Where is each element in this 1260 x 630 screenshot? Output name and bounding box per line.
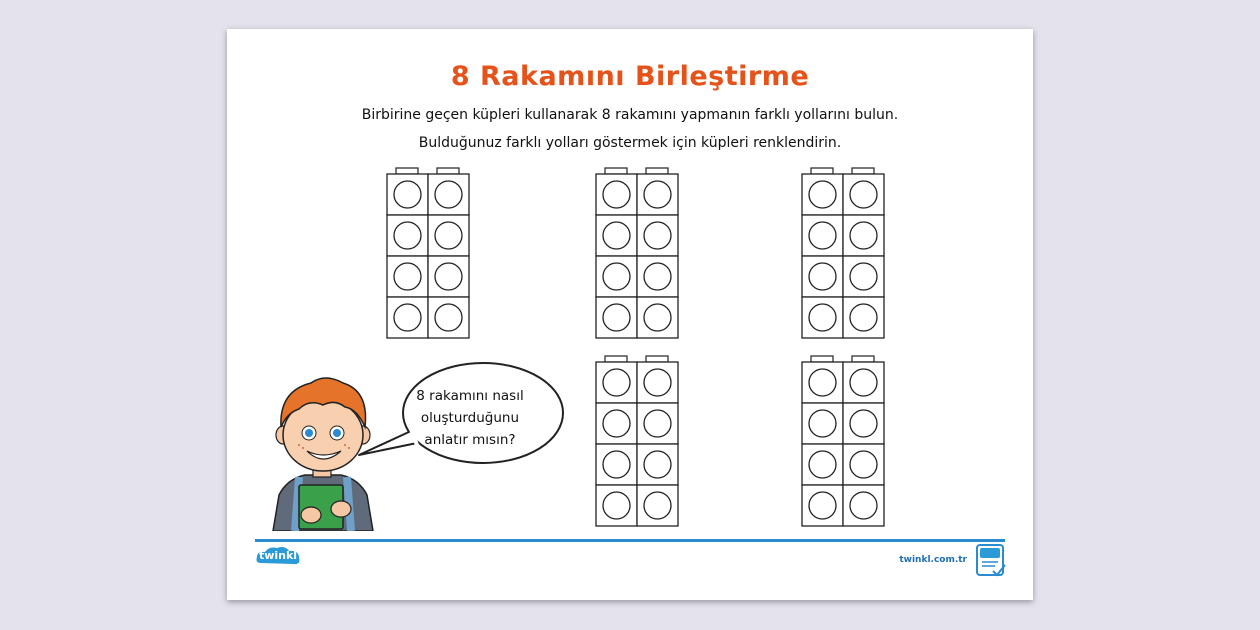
- cube-circle: [435, 222, 462, 249]
- cube-tower-svg: [595, 167, 679, 339]
- cube-circle: [644, 304, 671, 331]
- cube-circle: [603, 222, 630, 249]
- cube-connector-tab: [811, 356, 833, 362]
- cube-connector-tab: [852, 168, 874, 174]
- cube-connector-tab: [605, 356, 627, 362]
- cube-circle: [603, 492, 630, 519]
- cube-circle: [603, 410, 630, 437]
- cube-circle: [809, 304, 836, 331]
- cube-connector-tab: [852, 356, 874, 362]
- cube-circle: [644, 369, 671, 396]
- cube-circle: [394, 263, 421, 290]
- cube-connector-tab: [605, 168, 627, 174]
- cube-circle: [850, 263, 877, 290]
- cube-circle: [603, 369, 630, 396]
- cube-circle: [644, 222, 671, 249]
- cube-circle: [809, 492, 836, 519]
- logo-text: twinkl: [258, 549, 298, 562]
- cube-circle: [394, 222, 421, 249]
- cube-circle: [850, 451, 877, 478]
- cube-circle: [850, 304, 877, 331]
- cube-tower-5[interactable]: [801, 355, 887, 527]
- cube-connector-tab: [811, 168, 833, 174]
- instruction-line-1: Birbirine geçen küpleri kullanarak 8 rakamını yapmanın farklı yollarını bulun.: [361, 107, 899, 123]
- cube-circle: [603, 263, 630, 290]
- cube-circle: [644, 492, 671, 519]
- cube-circle: [603, 451, 630, 478]
- cube-circle: [394, 181, 421, 208]
- cube-connector-tab: [646, 168, 668, 174]
- cube-circle: [809, 181, 836, 208]
- cube-tower-svg: [386, 167, 470, 339]
- speech-bubble-text: [395, 385, 545, 451]
- cube-circle: [850, 410, 877, 437]
- cube-circle: [850, 222, 877, 249]
- twinkl-logo[interactable]: [255, 545, 301, 567]
- cube-tower-svg: [801, 167, 885, 339]
- cube-circle: [850, 369, 877, 396]
- footer-divider: [255, 539, 1005, 542]
- worksheet-page: [227, 29, 1033, 600]
- cube-tower-1[interactable]: [386, 167, 472, 339]
- cube-circle: [435, 263, 462, 290]
- cube-circle: [809, 451, 836, 478]
- cube-circle: [644, 451, 671, 478]
- cube-circle: [435, 304, 462, 331]
- speech-line-2: oluşturduğunu: [420, 410, 520, 426]
- cube-circle: [809, 263, 836, 290]
- cube-circle: [850, 181, 877, 208]
- cube-connector-tab: [396, 168, 418, 174]
- cube-circle: [644, 410, 671, 437]
- footer-url[interactable]: twinkl.com.tr: [899, 555, 967, 565]
- cube-circle: [809, 369, 836, 396]
- cube-tower-svg: [801, 355, 885, 527]
- cube-circle: [644, 181, 671, 208]
- cube-circle: [809, 222, 836, 249]
- cube-circle: [394, 304, 421, 331]
- instruction-line-2: Bulduğunuz farklı yolları göstermek için küpleri renklendirin.: [418, 135, 842, 151]
- cube-connector-tab: [437, 168, 459, 174]
- quality-checked-badge-icon: [975, 543, 1007, 579]
- speech-line-3: anlatır mısın?: [424, 432, 516, 448]
- speech-line-1: 8 rakamını nasıl: [416, 388, 524, 404]
- cube-circle: [435, 181, 462, 208]
- cube-connector-tab: [646, 356, 668, 362]
- cube-tower-3[interactable]: [801, 167, 887, 339]
- cube-circle: [809, 410, 836, 437]
- cube-circle: [850, 492, 877, 519]
- cube-circle: [603, 304, 630, 331]
- cube-tower-4[interactable]: [595, 355, 681, 527]
- cube-tower-svg: [595, 355, 679, 527]
- cube-circle: [603, 181, 630, 208]
- cube-tower-2[interactable]: [595, 167, 681, 339]
- cube-circle: [644, 263, 671, 290]
- worksheet-title: 8 Rakamını Birleştirme: [450, 61, 810, 92]
